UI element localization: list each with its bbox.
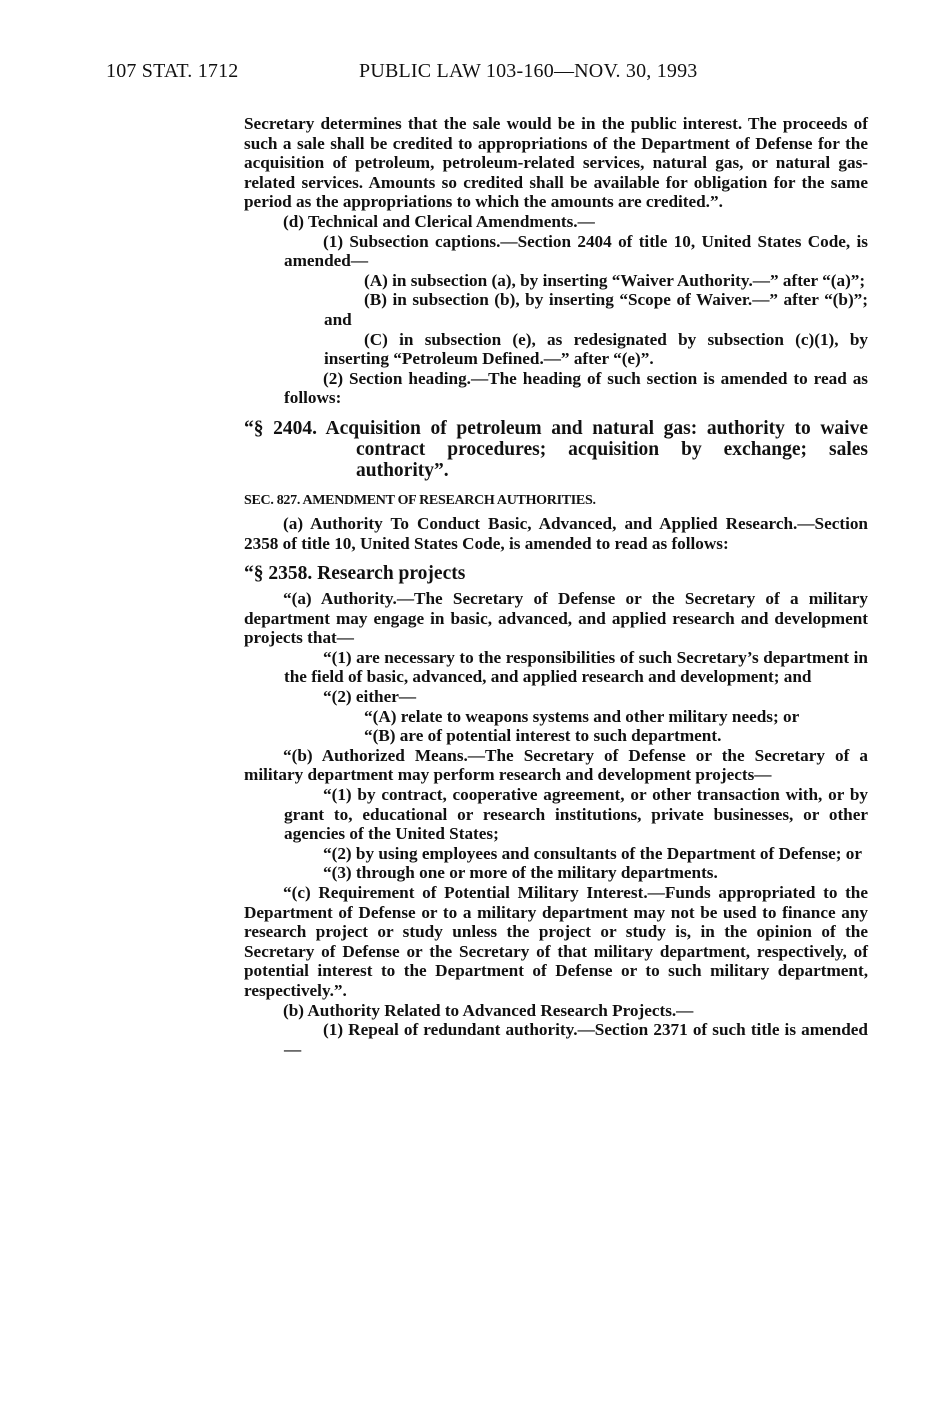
document-body [244,114,868,1059]
paragraph: “(b) Authorized Means.—The Secretary of Defense or the Secretary of a military department may perform research and development projects— [244,745,868,785]
paragraph: “(A) relate to weapons systems and other military needs; or [364,706,800,726]
paragraph: Secretary determines that the sale would be in the public interest. The proceeds of such a sale shall be credited to appropriations of the Department of Defense for the acquisition of petroleum, petroleum-related services, natural gas, or natural gas-related services. Amounts so credited shall be available for obligation for the same period as the appropriations to which the amounts are credited.”. [244,114,868,212]
section-title: SEC. 827. AMENDMENT OF RESEARCH AUTHORITIES. [244,492,596,508]
subsection-heading: (d) Technical and Clerical Amendments.— [283,211,595,231]
paragraph: “(2) by using employees and consultants of the Department of Defense; or [323,843,862,863]
paragraph: “(3) through one or more of the military departments. [323,863,718,883]
paragraph: “(a) Authority.—The Secretary of Defense or the Secretary of a military department may engage in basic, advanced, and applied research and development projects that— [244,589,868,648]
paragraph: (1) Repeal of redundant authority.—Section 2371 of such title is amended— [284,1020,868,1059]
paragraph: (2) Section heading.—The heading of such section is amended to read as follows: [284,368,868,408]
paragraph: (B) in subsection (b), by inserting “Scope of Waiver.—” after “(b)”; and [324,290,868,329]
paragraph: “(B) are of potential interest to such department. [364,726,722,746]
paragraph: “(c) Requirement of Potential Military Interest.—Funds appropriated to the Department of Defense or to a military department may not be used to finance any research project or study unless the project or study is, in the opinion of the Secretary of Defense or the Secretary of that military department, respectively, of potential interest to the Department of Defense or to such military department, respectively.”. [244,883,868,1000]
paragraph: (C) in subsection (e), as redesignated by subsection (c)(1), by inserting “Petroleum Defined.—” after “(e)”. [324,329,868,369]
paragraph: “(1) are necessary to the responsibilities of such Secretary’s department in the field of basic, advanced, and applied research and development; and [284,647,868,687]
paragraph: (a) Authority To Conduct Basic, Advanced, and Applied Research.—Section 2358 of title 10, United States Code, is amended to read as follows: [244,513,868,553]
stat-page-number: 107 STAT. 1712 [106,60,239,82]
page-header [106,60,866,88]
public-law-citation: PUBLIC LAW 103-160—NOV. 30, 1993 [359,60,698,82]
section-heading: “§ 2358. Research projects [244,563,466,585]
paragraph: “(2) either— [323,687,417,707]
paragraph: “(1) by contract, cooperative agreement, or other transaction with, or by grant to, educational or research institutions, private businesses, or other agencies of the United States; [284,785,868,844]
paragraph: (A) in subsection (a), by inserting “Waiver Authority.—” after “(a)”; [364,270,866,290]
subsection-heading: (b) Authority Related to Advanced Research Projects.— [283,1000,694,1020]
paragraph: (1) Subsection captions.—Section 2404 of title 10, United States Code, is amended— [284,231,868,271]
section-heading: “§ 2404. Acquisition of petroleum and natural gas: authority to waive contract procedures; acquisition by exchange; sales authority”. [244,417,868,481]
